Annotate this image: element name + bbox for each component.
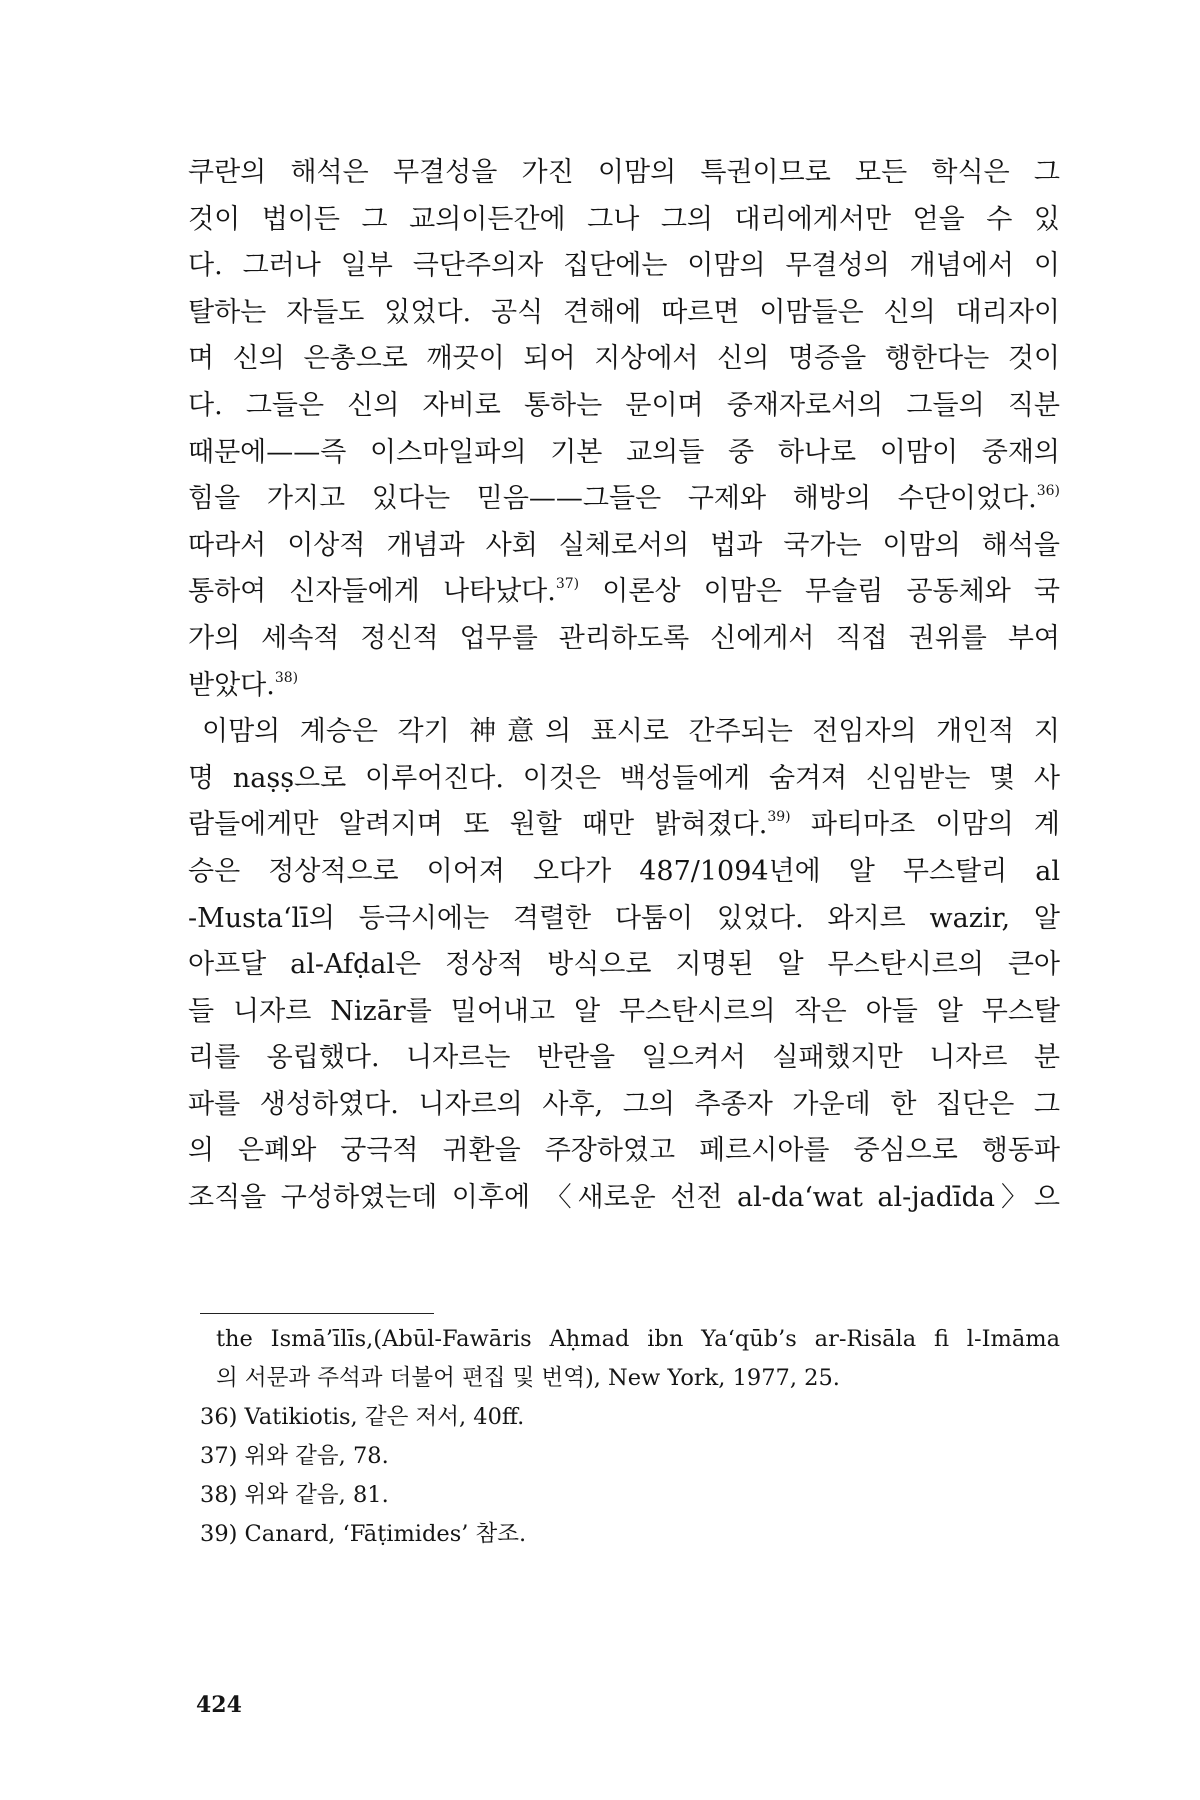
footnote-ref: 36) (1036, 483, 1060, 500)
text-line: 힘을 가지고 있다는 믿음——그들은 구제와 해방의 수단이었다.$^{36)}$ (188, 483, 1060, 515)
page-number: 424 (196, 1692, 242, 1718)
text-line: 파를 생성하였다. 니자르의 사후, 그의 추종자 가운데 한 집단은 그 (188, 1088, 1060, 1120)
text-line: 명 naṣṣ으로 이루어진다. 이것은 백성들에게 숨겨져 신임받는 몇 사 (188, 762, 1060, 794)
text-line: 며 신의 은총으로 깨끗이 되어 지상에서 신의 명증을 행한다는 것이 (188, 343, 1060, 375)
footnote-continuation: 의 서문과 주석과 더불어 편집 및 번역), New York, 1977, 25. (216, 1365, 840, 1391)
footnote-divider (200, 1313, 434, 1314)
text-line: 받았다.$^{38)}$ (188, 669, 299, 701)
footnote-36: 36) Vatikiotis, 같은 저서, 40ff. (200, 1404, 525, 1430)
text-line: 조직을 구성하였는데 이후에 〈새로운 선전 al-da‘wat al-jadīda〉으 (188, 1182, 1060, 1214)
footnotes (200, 1320, 1060, 1554)
body-text (188, 150, 1060, 1222)
footnote-ref: 38) (274, 669, 299, 686)
text-line: 아프달 al-Afḍal은 정상적 방식으로 지명된 알 무스탄시르의 큰아 (188, 949, 1060, 981)
text-line: 승은 정상적으로 이어져 오다가 487/1094년에 알 무스탈리 al (188, 855, 1060, 887)
text-line: 다. 그들은 신의 자비로 통하는 문이며 중재자로서의 그들의 직분 (188, 389, 1060, 421)
text-line: 리를 옹립했다. 니자르는 반란을 일으켜서 실패했지만 니자르 분 (188, 1042, 1060, 1074)
text-line: 쿠란의 해석은 무결성을 가진 이맘의 특권이므로 모든 학식은 그 (188, 157, 1060, 188)
footnote-38: 38) 위와 같음, 81. (200, 1482, 389, 1508)
text-line: 통하여 신자들에게 나타났다.$^{37)}$ 이론상 이맘은 무슬림 공동체와 국 (188, 576, 1061, 608)
footnote-ref: 39) (767, 809, 791, 826)
text-line: 의 은폐와 궁극적 귀환을 주장하였고 페르시아를 중심으로 행동파 (188, 1135, 1060, 1167)
text-line: 따라서 이상적 개념과 사회 실체로서의 법과 국가는 이맘의 해석을 (188, 529, 1060, 561)
text-line: 들 니자르 Nizār를 밀어내고 알 무스탄시르의 작은 아들 알 무스탈 (188, 995, 1060, 1027)
text-line: 것이 법이든 그 교의이든간에 그나 그의 대리에게서만 얻을 수 있 (188, 203, 1060, 235)
text-line: 이맘의 계승은 각기 神意의 표시로 간주되는 전임자의 개인적 지 (202, 716, 1060, 748)
footnote-39: 39) Canard, ‘Fāṭimides’ 참조. (200, 1521, 527, 1547)
footnote-37: 37) 위와 같음, 78. (200, 1443, 389, 1469)
text-line: 탈하는 자들도 있었다. 공식 견해에 따르면 이맘들은 신의 대리자이 (188, 296, 1060, 328)
text-line: 때문에——즉 이스마일파의 기본 교의들 중 하나로 이맘이 중재의 (188, 436, 1060, 468)
text-line: 람들에게만 알려지며 또 원할 때만 밝혀졌다.$^{39)}$ 파티마조 이맘의 계 (188, 809, 1060, 841)
text-line: -Musta‘lī의 등극시에는 격렬한 다툼이 있었다. 와지르 wazir, 알 (188, 902, 1060, 934)
footnote-continuation: the Ismā’īlīs,(Abūl-Fawāris Aḥmad ibn Ya‘qūb’s ar-Risāla fi l-Imāma (216, 1326, 1060, 1352)
text-line: 가의 세속적 정신적 업무를 관리하도록 신에게서 직접 권위를 부여 (188, 622, 1060, 654)
text-line: 다. 그러나 일부 극단주의자 집단에는 이맘의 무결성의 개념에서 이 (188, 250, 1060, 282)
footnote-ref: 37) (555, 576, 580, 593)
